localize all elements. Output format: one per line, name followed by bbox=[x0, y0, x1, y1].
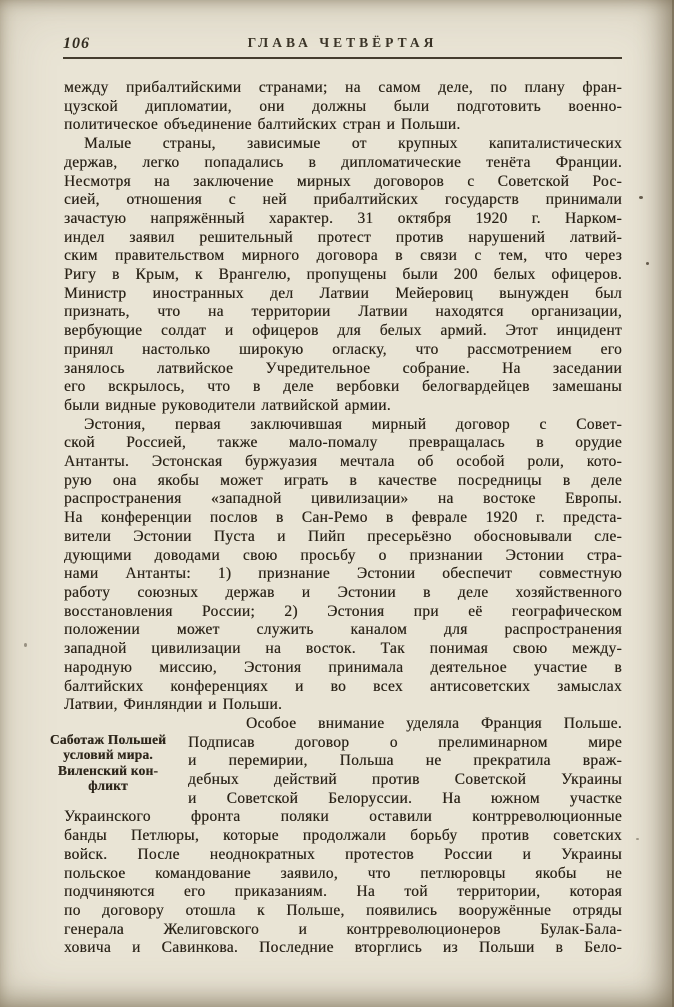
text-line: фликт bbox=[88, 778, 128, 794]
scan-speck bbox=[24, 643, 27, 647]
text-block bbox=[49, 79, 622, 958]
text-line: и Советской Белоруссии. На южном участке bbox=[188, 789, 622, 807]
text-line: сией, отношения с ней прибалтийских государств принимали bbox=[64, 191, 622, 209]
text-line: Малые страны, зависимые от крупных капиталистических bbox=[84, 135, 622, 153]
text-line: Латвии, Финляндии и Польши. bbox=[64, 696, 283, 714]
text-line: народную миссию, Эстония принимала деятельное участие в bbox=[64, 658, 622, 676]
text-line: Несмотря на заключение мирных договоров с Советской Рос- bbox=[64, 172, 622, 190]
scan-speck bbox=[636, 838, 639, 840]
text-line: между прибалтийскими странами; на самом деле, по плану фран- bbox=[64, 79, 622, 96]
text-line: Украинского фронта поляки оставили контрреволюционные bbox=[64, 808, 622, 826]
scan-speck bbox=[639, 196, 643, 199]
text-line: На конференции послов в Сан-Ремо в феврале 1920 г. предста- bbox=[64, 509, 622, 527]
text-line: западной цивилизации на восток. Так понимая свою между- bbox=[64, 640, 622, 658]
text-line: Подписав договор о прелиминарном мире bbox=[188, 733, 622, 751]
text-line: войск. После неоднократных протестов России и Украины bbox=[64, 845, 622, 863]
text-line: дебных действий против Советской Украины bbox=[188, 771, 622, 789]
text-line: Ригу в Крым, к Врангелю, пропущены были 200 белых офицеров. bbox=[64, 266, 622, 284]
text-line: польское командование заявило, что петлюровцы якобы не bbox=[64, 864, 622, 882]
text-line: распространения «западной цивилизации» на востоке Европы. bbox=[64, 490, 622, 508]
paragraph-small-countries bbox=[64, 135, 622, 416]
text-line: вербующие солдат и офицеров для белых армий. Этот инцидент bbox=[64, 322, 622, 340]
page-header bbox=[63, 35, 622, 55]
text-line: и перемирии, Польша не прекратила враж- bbox=[188, 752, 622, 770]
paragraph-baltic-union bbox=[64, 79, 622, 135]
text-line: работу союзных держав и Эстонии в деле хозяйственного bbox=[64, 583, 622, 601]
text-line: держав, легко попадались в дипломатические тенёта Франции. bbox=[64, 153, 622, 171]
text-line: были видные руководители латвийской армии. bbox=[64, 396, 391, 414]
text-line: признать, что на территории Латвии находятся организации, bbox=[64, 303, 622, 321]
text-line: рую она якобы может играть в качестве посредницы в деле bbox=[64, 471, 622, 489]
text-line: Эстония, первая заключившая мирный договор с Совет- bbox=[84, 415, 622, 433]
text-line: балтийских конференциях и во всех антисоветских замыслах bbox=[64, 677, 622, 695]
text-line: Антанты. Эстонская буржуазия мечтала об особой роли, кото- bbox=[64, 453, 622, 471]
text-line: политическое объединение балтийских стран и Польши. bbox=[64, 116, 461, 134]
scan-speck bbox=[646, 262, 649, 265]
text-line: ской Россией, также мало-помалу превращалась в орудие bbox=[64, 434, 622, 452]
text-line: генерала Желиговского и контрреволюционеров Булак-Бала- bbox=[64, 920, 622, 938]
running-title: ГЛАВА ЧЕТВЁРТАЯ bbox=[247, 35, 438, 50]
header-rule bbox=[63, 57, 622, 59]
text-line: банды Петлюры, которые продолжали борьбу против советских bbox=[64, 827, 622, 845]
paragraph-poland-sabotage bbox=[49, 714, 622, 958]
text-line: Министр иностранных дел Латвии Мейеровиц вынужден был bbox=[64, 284, 622, 302]
text-line: ховича и Савинкова. Последние вторглись из Польши в Бело- bbox=[64, 939, 622, 957]
text-line: Виленский кон- bbox=[57, 762, 159, 778]
text-line: его вскрылось, что в деле вербовки белогвардейцев замешаны bbox=[64, 378, 622, 396]
text-line: Особое внимание уделяла Франция Польше. bbox=[246, 714, 622, 732]
text-line: Саботаж Польшей bbox=[49, 731, 167, 747]
text-line: нами Антанты: 1) признание Эстонии обеспечит совместную bbox=[64, 565, 622, 583]
text-line: принял настолько широкую огласку, что рассмотрением его bbox=[64, 340, 622, 358]
text-line: дующими доводами свою просьбу о признании Эстонии стра- bbox=[64, 546, 622, 564]
side-note-heading bbox=[38, 715, 178, 807]
text-line: подчиняются его приказаниям. На той территории, которая bbox=[64, 883, 622, 901]
paragraph-estonia bbox=[64, 416, 622, 715]
text-line: индел заявил решительный протест против нарушений латвий- bbox=[64, 228, 622, 246]
page-number: 106 bbox=[63, 35, 90, 52]
text-line: зачастую напряжённый характер. 31 октября 1920 г. Нарком- bbox=[64, 209, 622, 227]
text-line: условий мира. bbox=[63, 747, 153, 763]
text-line: цузской дипломатии, они должны были подготовить военно- bbox=[64, 97, 622, 115]
text-line: ским правительством мирного договора в связи с тем, что через bbox=[64, 247, 622, 265]
text-line: по договору отошла к Польше, появились вооружённые отряды bbox=[64, 901, 622, 919]
text-line: вители Эстонии Пуста и Пийп пресерьёзно обосновывали сле- bbox=[64, 527, 622, 545]
text-line: восстановления России; 2) Эстония при её географическом bbox=[64, 602, 622, 620]
text-line: занялось латвийское Учредительное собрание. На заседании bbox=[64, 359, 622, 377]
text-line: положении может служить каналом для распространения bbox=[64, 621, 622, 639]
